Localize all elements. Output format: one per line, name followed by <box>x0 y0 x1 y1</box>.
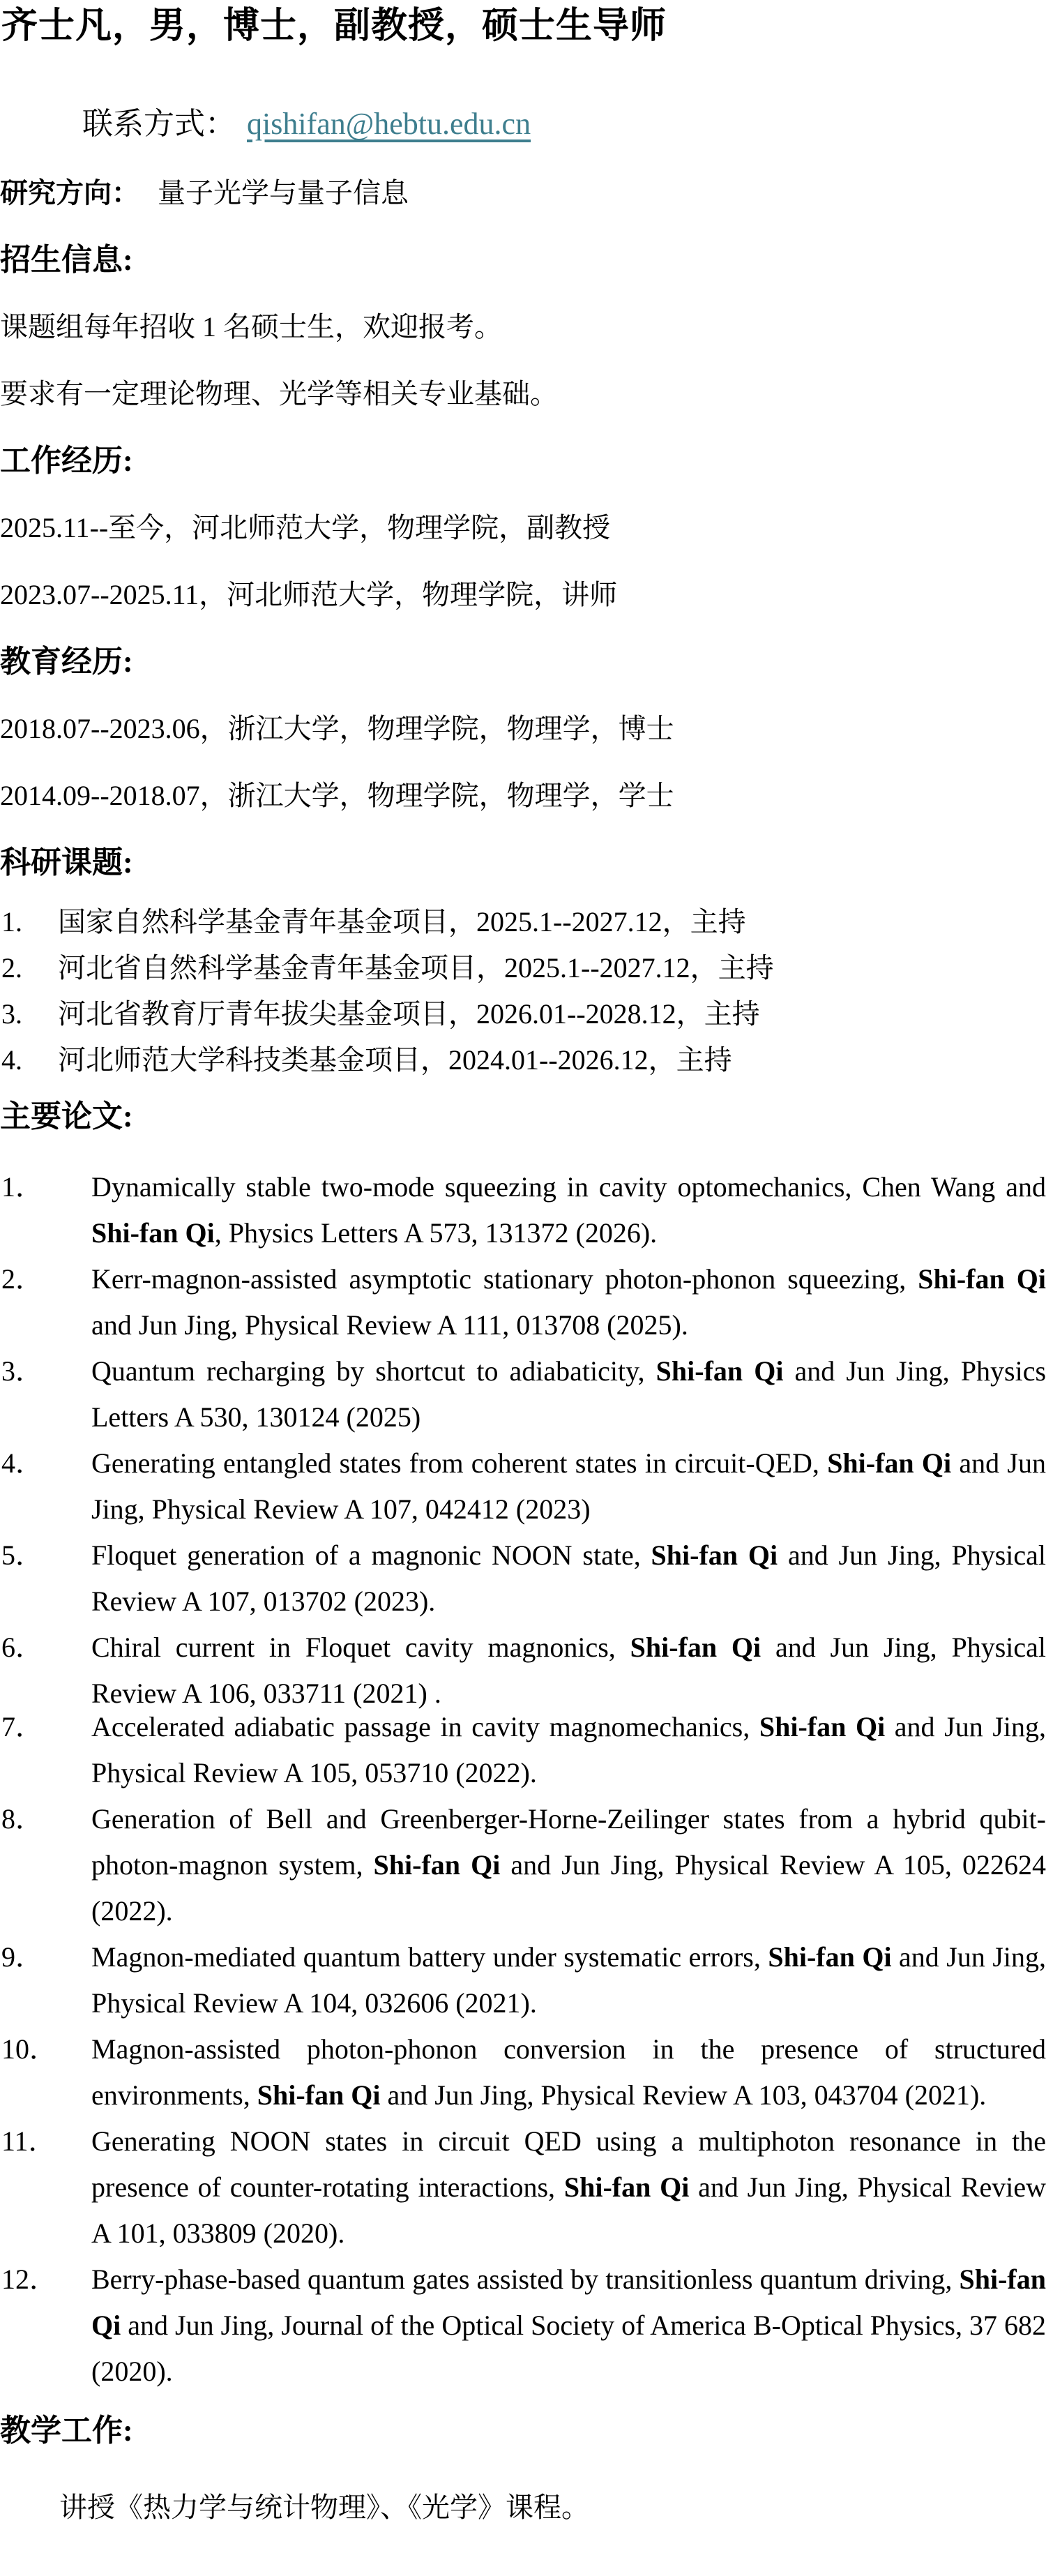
publication-item <box>0 1532 1046 1625</box>
publication-text: Dynamically stable two-mode squeezing in cavity optomechanics, Chen Wang and Shi-fan Qi, Physics Letters A 573, 131372 (2026). <box>91 1171 1046 1249</box>
publication-number: 11． <box>1 2125 56 2157</box>
email-link[interactable]: qishifan@hebtu.edu.cn <box>247 107 531 141</box>
publication-item <box>0 2026 1046 2118</box>
section-heading-teaching: 教学工作: <box>0 2413 133 2448</box>
education-line: 2014.09--2018.07，浙江大学，物理学院，物理学，学士 <box>0 780 674 811</box>
publication-text: Generating NOON states in circuit QED using a multiphoton resonance in the presence of counter-rotating interactions, Shi-fan Qi and Jun Jing, Physical Review A 101, 033809 (2020). <box>91 2125 1046 2249</box>
page-title: 齐士凡，男，博士，副教授，硕士生导师 <box>1 6 667 46</box>
publication-text: Quantum recharging by shortcut to adiabaticity, Shi-fan Qi and Jun Jing, Physics Letters A 530, 130124 (2025) <box>91 1355 1046 1433</box>
project-item <box>0 991 1046 1037</box>
projects-list <box>0 899 1046 1083</box>
teaching-line: 讲授《热力学与统计物理》、《光学》课程。 <box>59 2492 589 2523</box>
publication-item <box>0 1164 1046 1256</box>
publication-text: Magnon-mediated quantum battery under systematic errors, Shi-fan Qi and Jun Jing, Physical Review A 104, 032606 (2021). <box>91 1941 1046 2019</box>
project-item <box>0 1037 1046 1083</box>
publication-item <box>0 1625 1046 1717</box>
project-text: 国家自然科学基金青年基金项目，2025.1--2027.12，主持 <box>58 906 746 937</box>
admission-line: 课题组每年招收 1 名硕士生，欢迎报考。 <box>0 311 502 342</box>
publication-item <box>0 1256 1046 1348</box>
publication-number: 6． <box>1 1632 43 1663</box>
education-line: 2018.07--2023.06，浙江大学，物理学院，物理学，博士 <box>0 713 674 744</box>
publication-number: 8． <box>1 1803 43 1835</box>
publication-item <box>0 1796 1046 1934</box>
research-direction-value: 量子光学与量子信息 <box>158 177 409 209</box>
publication-number: 1． <box>1 1171 43 1203</box>
publication-item <box>0 2257 1046 2395</box>
publication-text: Floquet generation of a magnonic NOON state, Shi-fan Qi and Jun Jing, Physical Review A 107, 013702 (2023). <box>91 1539 1046 1617</box>
section-heading-publications: 主要论文: <box>0 1099 133 1133</box>
contact-label: 联系方式： <box>82 107 236 141</box>
publication-number: 2． <box>1 1263 43 1295</box>
project-number: 3. <box>1 998 22 1030</box>
publication-text: Kerr-magnon-assisted asymptotic stationary photon-phonon squeezing, Shi-fan Qi and Jun Jing, Physical Review A 111, 013708 (2025). <box>91 1263 1046 1341</box>
section-heading-work: 工作经历: <box>0 444 133 478</box>
project-number: 4. <box>1 1044 22 1076</box>
publication-number: 10． <box>1 2033 57 2065</box>
project-item <box>0 945 1046 991</box>
publication-text: Generation of Bell and Greenberger-Horne-Zeilinger states from a hybrid qubit-photon-magnon system, Shi-fan Qi and Jun Jing, Physical Review A 105, 022624 (2022). <box>91 1803 1046 1927</box>
publication-text: Magnon-assisted photon-phonon conversion in the presence of structured environments, Shi-fan Qi and Jun Jing, Physical Review A 103, 043704 (2021). <box>91 2033 1046 2111</box>
publication-number: 4． <box>1 1447 43 1479</box>
admission-line: 要求有一定理论物理、光学等相关专业基础。 <box>0 378 558 409</box>
publication-number: 3． <box>1 1355 43 1387</box>
publication-text: Accelerated adiabatic passage in cavity magnomechanics, Shi-fan Qi and Jun Jing, Physical Review A 105, 053710 (2022). <box>91 1711 1046 1788</box>
publication-text: Berry-phase-based quantum gates assisted by transitionless quantum driving, Shi-fan Qi and Jun Jing, Journal of the Optical Society of America B-Optical Physics, 37 682 (2020). <box>91 2264 1046 2387</box>
publications-list <box>0 1164 1046 2395</box>
work-line: 2023.07--2025.11，河北师范大学，物理学院，讲师 <box>0 579 618 610</box>
publication-number: 9． <box>1 1941 43 1973</box>
section-heading-admission: 招生信息: <box>0 243 133 277</box>
section-heading-projects: 科研课题: <box>0 845 133 880</box>
project-item <box>0 899 1046 945</box>
project-text: 河北省自然科学基金青年基金项目，2025.1--2027.12，主持 <box>58 952 774 984</box>
project-text: 河北省教育厅青年拔尖基金项目，2026.01--2028.12，主持 <box>58 998 760 1030</box>
project-text: 河北师范大学科技类基金项目，2024.01--2026.12，主持 <box>58 1044 732 1076</box>
work-line: 2025.11--至今，河北师范大学，物理学院，副教授 <box>0 512 611 543</box>
project-number: 2. <box>1 952 22 984</box>
section-heading-education: 教育经历: <box>0 645 133 679</box>
publication-item <box>0 1440 1046 1532</box>
publication-text: Chiral current in Floquet cavity magnonics, Shi-fan Qi and Jun Jing, Physical Review A 106, 033711 (2021) . <box>91 1632 1046 1709</box>
publication-item <box>0 1704 1046 1796</box>
publication-number: 5． <box>1 1539 43 1571</box>
publication-item <box>0 2118 1046 2257</box>
publication-item <box>0 1934 1046 2026</box>
publication-number: 7． <box>1 1711 43 1742</box>
research-direction-label: 研究方向： <box>0 177 139 209</box>
research-direction-line <box>0 176 1046 210</box>
project-number: 1. <box>1 906 22 937</box>
publication-item <box>0 1348 1046 1440</box>
publication-text: Generating entangled states from coherent states in circuit-QED, Shi-fan Qi and Jun Jing, Physical Review A 107, 042412 (2023) <box>91 1447 1046 1525</box>
contact-line <box>82 103 1046 145</box>
publication-number: 12． <box>1 2264 57 2295</box>
